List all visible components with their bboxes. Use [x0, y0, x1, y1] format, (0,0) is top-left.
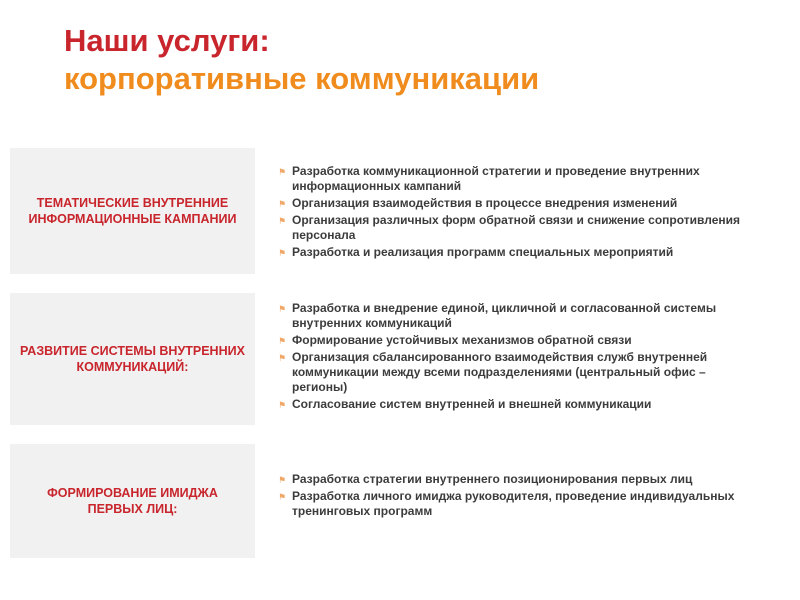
section-items — [278, 472, 748, 521]
flag-icon: ⚑ — [278, 353, 287, 363]
list-item-text: Организация различных форм обратной связи и снижение сопротивления персонала — [292, 213, 741, 242]
flag-icon: ⚑ — [278, 216, 287, 226]
section-label: ТЕМАТИЧЕСКИЕ ВНУТРЕННИЕ ИНФОРМАЦИОННЫЕ КАМПАНИИ — [10, 148, 255, 274]
flag-icon: ⚑ — [278, 199, 287, 209]
section-items — [278, 164, 748, 262]
service-section-2 — [10, 293, 780, 425]
title-line-1: Наши услуги: — [64, 23, 270, 58]
title-line-2: корпоративные коммуникации — [64, 61, 540, 96]
flag-icon: ⚑ — [278, 167, 287, 177]
service-section-3 — [10, 444, 780, 558]
list-item-text: Организация сбалансированного взаимодействия служб внутренней коммуникации между всеми подразделениями (центральный офис – регионы) — [292, 350, 708, 394]
flag-icon: ⚑ — [278, 248, 287, 258]
list-item — [278, 164, 748, 194]
list-item — [278, 245, 748, 260]
list-item-text: Разработка коммуникационной стратегии и проведение внутренних информационных кампаний — [292, 164, 700, 193]
list-item — [278, 489, 748, 519]
list-item-text: Формирование устойчивых механизмов обратной связи — [292, 333, 632, 347]
list-item — [278, 397, 748, 412]
page-title — [64, 22, 539, 98]
list-item-text: Согласование систем внутренней и внешней коммуникации — [292, 397, 652, 411]
list-item-text: Разработка стратегии внутреннего позиционирования первых лиц — [292, 472, 693, 486]
flag-icon: ⚑ — [278, 475, 287, 485]
list-item — [278, 301, 748, 331]
flag-icon: ⚑ — [278, 304, 287, 314]
section-label: ФОРМИРОВАНИЕ ИМИДЖА ПЕРВЫХ ЛИЦ: — [10, 444, 255, 558]
flag-icon: ⚑ — [278, 492, 287, 502]
list-item — [278, 333, 748, 348]
section-label: РАЗВИТИЕ СИСТЕМЫ ВНУТРЕННИХ КОММУНИКАЦИЙ: — [10, 293, 255, 425]
list-item-text: Разработка личного имиджа руководителя, проведение индивидуальных тренинговых программ — [292, 489, 735, 518]
flag-icon: ⚑ — [278, 336, 287, 346]
list-item-text: Разработка и внедрение единой, цикличной и согласованной системы внутренних коммуникаций — [292, 301, 717, 330]
list-item-text: Разработка и реализация программ специальных мероприятий — [292, 245, 674, 259]
list-item — [278, 213, 748, 243]
service-section-1 — [10, 148, 780, 274]
list-item — [278, 350, 748, 395]
flag-icon: ⚑ — [278, 400, 287, 410]
list-item-text: Организация взаимодействия в процессе внедрения изменений — [292, 196, 678, 210]
list-item — [278, 472, 748, 487]
section-items — [278, 301, 748, 414]
list-item — [278, 196, 748, 211]
